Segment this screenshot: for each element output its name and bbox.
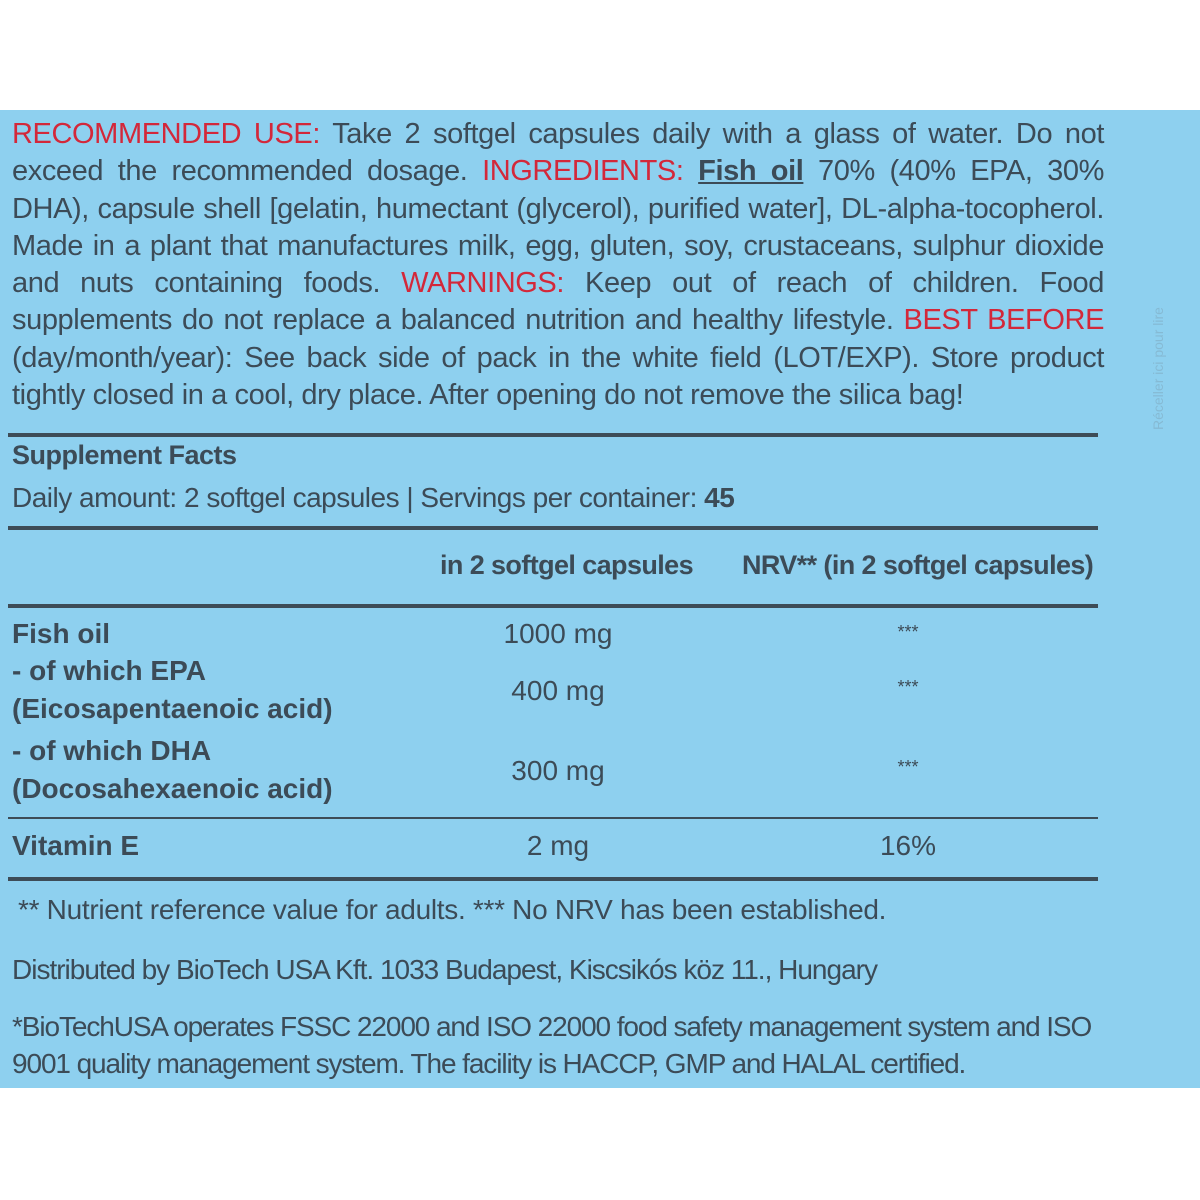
- servings-count: 45: [704, 482, 735, 513]
- recommended-use-label: RECOMMENDED USE:: [12, 118, 321, 150]
- daily-amount: [12, 482, 734, 514]
- column-header-amount: in 2 softgel capsules: [440, 550, 693, 580]
- best-before-label: BEST BEFORE: [903, 304, 1105, 337]
- column-header-nrv: NRV** (in 2 softgel capsules): [742, 550, 1094, 580]
- divider: [8, 817, 1098, 819]
- nutrient-name: - of which EPA: [12, 655, 206, 686]
- supplement-facts-title: Supplement Facts: [12, 440, 237, 470]
- nutrient-nrv: ***: [897, 622, 919, 642]
- nutrient-name: Vitamin E: [12, 830, 140, 861]
- nutrient-amount: 2 mg: [526, 830, 590, 861]
- best-before-text: (day/month/year): See back side of pack in the white field (LOT/EXP). Store product tightly closed in a cool, dry place. After opening do not remove the silica bag!: [12, 341, 1104, 412]
- warnings-label: WARNINGS:: [401, 267, 565, 300]
- nutrient-nrv: ***: [897, 757, 919, 777]
- ingredients-text: 70% (40% EPA, 30% DHA), capsule shell [gelatin, humectant (glycerol), purified water], DL-alpha-tocopherol. Made in a plant that manufactures milk, egg, gluten, soy, crustaceans, sulphur dioxide and nuts containing foods.: [12, 155, 1104, 300]
- edge-partial-text: Réceller ici pour lire: [1150, 307, 1166, 430]
- usage-paragraph: [12, 116, 1104, 414]
- nutrient-nrv: ***: [897, 677, 919, 697]
- nutrient-amount: 300 mg: [511, 755, 605, 786]
- certification-text: *BioTechUSA operates FSSC 22000 and ISO 22000 food safety management system and ISO 9001 quality management system. The facility is HACCP, GMP and HALAL certified.: [12, 1011, 1092, 1079]
- divider: [8, 877, 1098, 881]
- label-panel: [0, 110, 1200, 1088]
- divider: [8, 604, 1098, 608]
- nutrient-name: - of which DHA: [12, 735, 212, 766]
- nutrient-nrv: 16%: [879, 830, 937, 861]
- distributor-info: Distributed by BioTech USA Kft. 1033 Budapest, Kiscsikós köz 11., Hungary: [12, 954, 877, 985]
- nutrient-amount: 1000 mg: [503, 618, 613, 649]
- daily-amount-text: Daily amount: 2 softgel capsules | Servings per container:: [12, 482, 705, 513]
- divider: [8, 433, 1098, 437]
- recommended-use-text: Take 2 softgel capsules daily with a glass of water. Do not exceed the recommended dosage.: [12, 118, 1104, 188]
- nutrient-subname: (Eicosapentaenoic acid): [12, 693, 333, 724]
- nutrient-name: Fish oil: [12, 618, 110, 649]
- ingredients-label: INGREDIENTS:: [482, 155, 684, 188]
- nrv-footnote: ** Nutrient reference value for adults. *** No NRV has been established.: [18, 894, 887, 925]
- nutrient-amount: 400 mg: [511, 675, 605, 706]
- divider: [8, 526, 1098, 530]
- nutrient-subname: (Docosahexaenoic acid): [12, 773, 333, 804]
- ingredients-key: Fish oil: [698, 155, 804, 188]
- warnings-text: Keep out of reach of children. Food supplements do not replace a balanced nutrition and healthy lifestyle.: [12, 267, 1105, 337]
